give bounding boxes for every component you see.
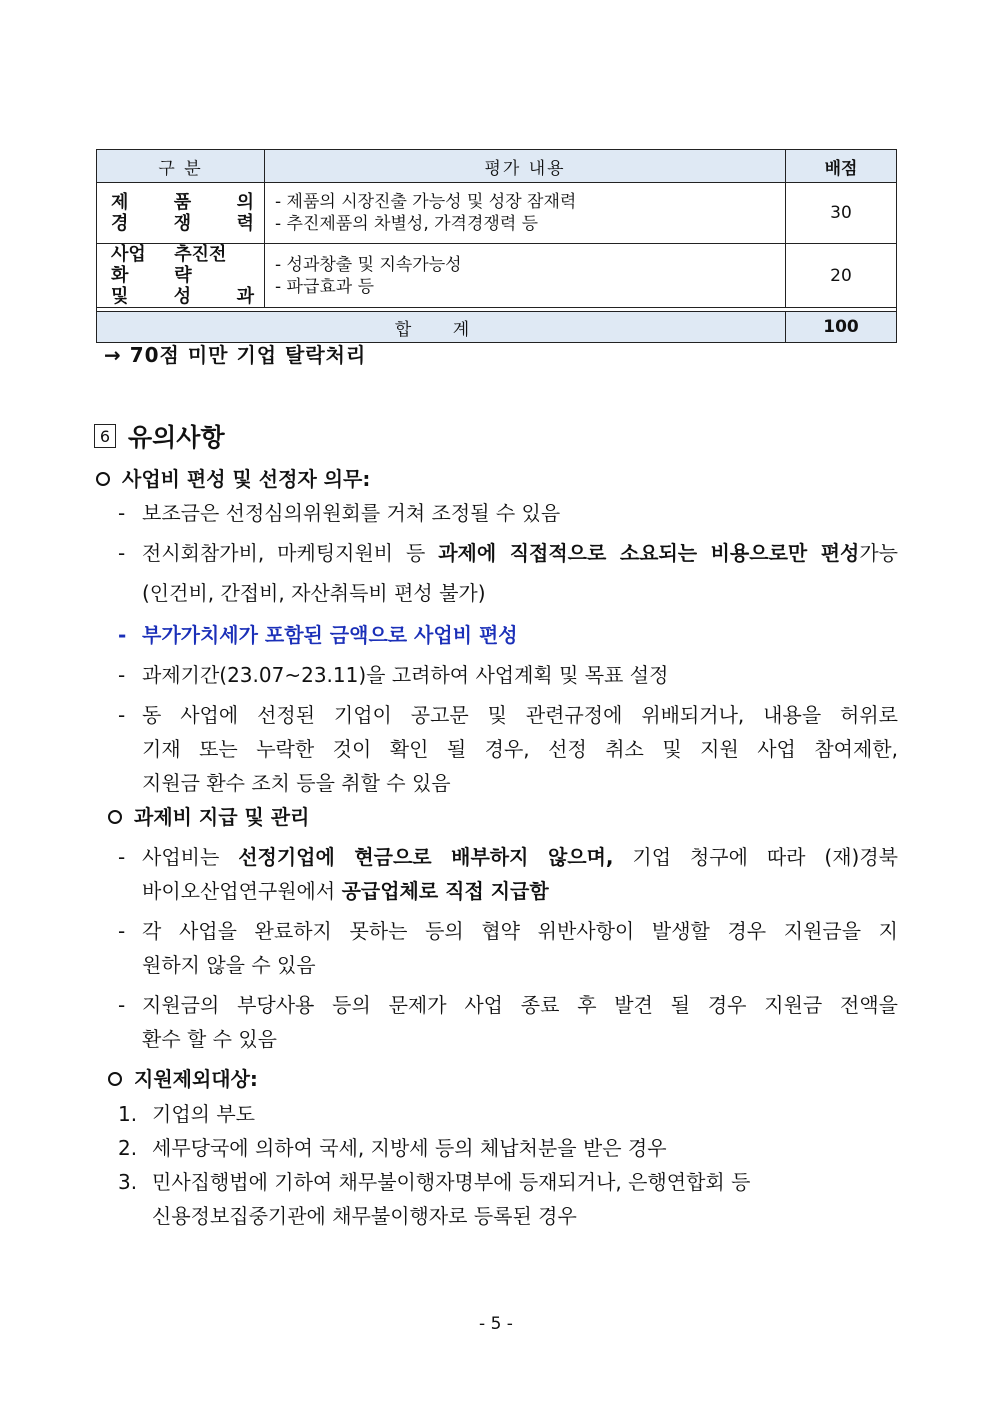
group-heading: 과제비 지급 및 관리 — [108, 800, 898, 834]
total-label: 합 계 — [97, 312, 786, 343]
header-score: 배점 — [786, 150, 897, 183]
group-heading: 지원제외대상: — [108, 1062, 898, 1096]
header-category: 구 분 — [97, 150, 265, 183]
table-header-row — [97, 150, 897, 183]
list-item: - 각 사업을 완료하지 못하는 등의 협약 위반사항이 발생할 경우 지원금을 지 원하지 않을 수 있음 — [118, 919, 898, 977]
evaluation-table — [96, 149, 897, 343]
list-item: 1. 기업의 부도 — [118, 1102, 255, 1126]
circle-bullet-icon — [108, 1072, 122, 1086]
row-score: 30 — [786, 183, 897, 244]
page-number: - 5 - — [479, 1314, 513, 1334]
section-heading — [94, 418, 225, 454]
exclusion-section — [108, 1062, 898, 1096]
list-item: - 과제기간(23.07~23.11)을 고려하여 사업계획 및 목표 설정 — [118, 663, 669, 687]
budget-section — [96, 462, 896, 496]
list-item-continuation: (인건비, 간접비, 자산취득비 편성 불가) — [142, 581, 486, 605]
row-category: 제 품 의 경 쟁 력 — [97, 183, 265, 244]
circle-bullet-icon — [108, 810, 122, 824]
budget-items — [118, 496, 898, 800]
list-item: - 지원금의 부당사용 등의 문제가 사업 종료 후 발견 될 경우 지원금 전액을 환수 할 수 있음 — [118, 993, 898, 1051]
row-score: 20 — [786, 244, 897, 308]
list-item: 3. 민사집행법에 기하여 채무불이행자명부에 등재되거나, 은행연합회 등 — [118, 1170, 751, 1194]
list-item: - 부가가치세가 포함된 금액으로 사업비 편성 — [118, 623, 518, 647]
list-item: - 동 사업에 선정된 기업이 공고문 및 관련규정에 위배되거나, 내용을 허위로 기재 또는 누락한 것이 확인 될 경우, 선정 취소 및 지원 사업 참여제한, 지원금 환수 조치 등을 취할 수 있음 — [118, 703, 898, 795]
row-content: - 성과창출 및 지속가능성 - 파급효과 등 — [265, 244, 786, 308]
list-item: - 보조금은 선정심의위원회를 거쳐 조정될 수 있음 — [118, 501, 561, 525]
row-category: 사업화 추진전략 및 성 과 — [97, 244, 265, 308]
list-item: - 사업비는 선정기업에 현금으로 배부하지 않으며, 기업 청구에 따라 (재)경북 바이오산업연구원에서 공급업체로 직접 지급함 — [118, 845, 898, 903]
elimination-note: → 70점 미만 기업 탈락처리 — [104, 343, 367, 367]
list-item: - 전시회참가비, 마케팅지원비 등 과제에 직접적으로 소요되는 비용으로만 편성가능 — [118, 541, 898, 565]
group-heading: 사업비 편성 및 선정자 의무: — [96, 462, 896, 496]
exclusion-items — [118, 1097, 878, 1233]
table-total-row — [97, 312, 897, 343]
total-score: 100 — [786, 312, 897, 343]
table-row — [97, 183, 897, 244]
payment-items — [118, 840, 898, 1056]
payment-section — [108, 800, 898, 834]
table-row — [97, 244, 897, 308]
row-content: - 제품의 시장진출 가능성 및 성장 잠재력 - 추진제품의 차별성, 가격경쟁력 등 — [265, 183, 786, 244]
header-content: 평가 내용 — [265, 150, 786, 183]
section-title: 유의사항 — [128, 423, 225, 452]
circle-bullet-icon — [96, 472, 110, 486]
section-number-box: 6 — [94, 424, 116, 448]
list-item: 2. 세무당국에 의하여 국세, 지방세 등의 체납처분을 받은 경우 — [118, 1136, 667, 1160]
list-item-continuation: 신용정보집중기관에 채무불이행자로 등록된 경우 — [152, 1204, 577, 1228]
